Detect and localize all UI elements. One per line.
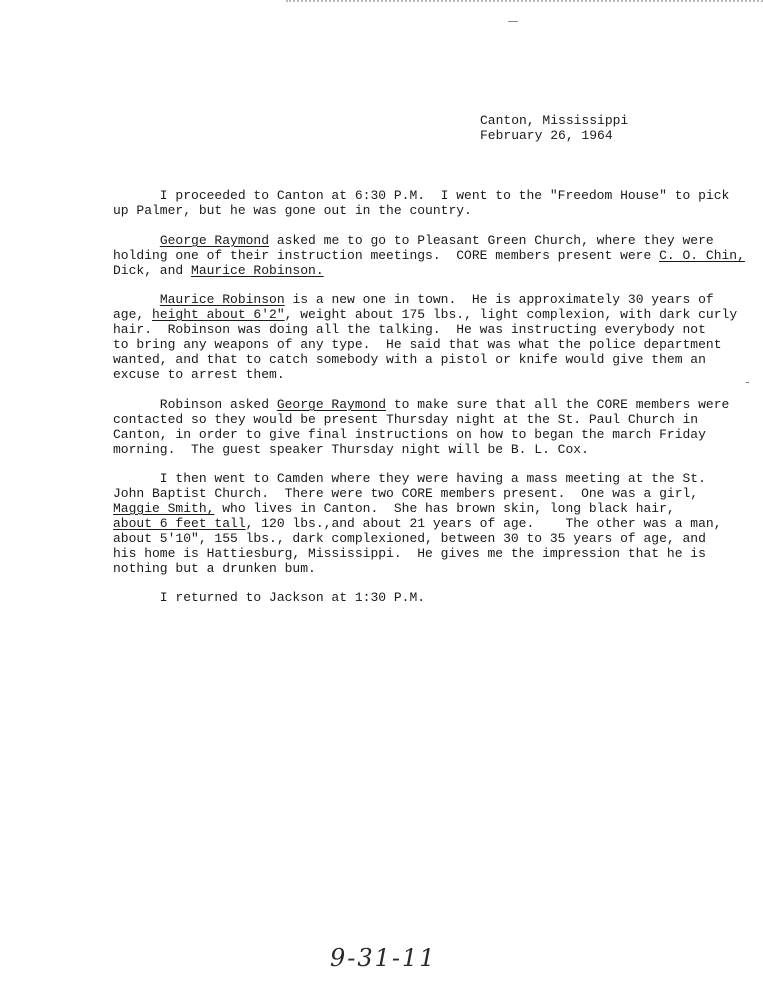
text-line [113,367,737,382]
text-segment: wanted, and that to catch somebody with a pistol or knife would give them an [113,352,706,367]
paragraph-4 [113,397,729,457]
paragraph-2 [113,233,745,278]
text-line [113,546,722,561]
text-segment: morning. The guest speaker Thursday night will be B. L. Cox. [113,442,589,457]
underlined-text: Maggie Smith, [113,501,215,516]
text-line [113,248,745,263]
paragraph-3 [113,292,737,382]
text-line [113,531,722,546]
document-heading [480,113,628,143]
scan-edge-dots [286,0,763,5]
text-line [113,486,722,501]
text-segment: holding one of their instruction meetings. CORE members present were [113,248,660,263]
handwritten-file-number: 9-31-11 [330,944,437,972]
text-segment: I then went to Camden where they were having a mass meeting at the St. [113,471,706,486]
underlined-text: C. O. Chin, [659,248,745,263]
text-segment: I returned to Jackson at 1:30 P.M. [113,590,426,605]
scan-mark-right [746,382,749,383]
text-line [113,263,745,278]
text-line [113,561,722,576]
text-segment [113,292,160,307]
text-segment: about 5'10", 155 lbs., dark complexioned, between 30 to 35 years of age, and [113,531,706,546]
underlined-text: about 6 feet tall [113,516,246,531]
underlined-text: height about 6'2" [152,307,285,322]
paragraph-5 [113,471,722,576]
paragraph-1 [113,188,729,218]
text-segment: up Palmer, but he was gone out in the country. [113,203,472,218]
text-line [113,442,729,457]
text-segment: is a new one in town. He is approximately 30 years of [284,292,714,307]
text-segment: contacted so they would be present Thursday night at the St. Paul Church in [113,412,699,427]
text-segment: to bring any weapons of any type. He said that was what the police department [113,337,722,352]
underlined-text: George Raymond [159,233,270,248]
text-line [113,397,729,412]
text-line [113,352,737,367]
text-segment: Robinson asked [113,397,277,412]
text-segment: John Baptist Church. There were two CORE members present. One was a girl, [113,486,699,501]
text-line [113,188,729,203]
text-segment: his home is Hattiesburg, Mississippi. He gives me the impression that he is [113,546,706,561]
text-line [113,590,425,605]
text-line [113,233,745,248]
text-segment: age, [113,307,153,322]
underlined-text: George Raymond [276,397,387,412]
text-segment: hair. Robinson was doing all the talking. He was instructing everybody not [113,322,706,337]
text-line [113,427,729,442]
text-segment: nothing but a drunken bum. [113,561,316,576]
text-segment: excuse to arrest them. [113,367,285,382]
text-segment: Canton, in order to give final instructions on how to began the march Friday [113,427,706,442]
text-line [113,292,737,307]
underlined-text: Maurice Robinson. [191,263,324,278]
underlined-text: Maurice Robinson [159,292,285,307]
text-line [113,203,729,218]
text-line [113,322,737,337]
text-line [113,307,737,322]
text-segment: asked me to go to Pleasant Green Church, where they were [269,233,714,248]
heading-date: February 26, 1964 [480,128,613,143]
text-segment: I proceeded to Canton at 6:30 P.M. I went to the "Freedom House" to pick [113,188,730,203]
text-segment: to make sure that all the CORE members were [386,397,730,412]
text-segment [113,233,160,248]
text-line [113,337,737,352]
text-line [113,516,722,531]
text-segment: Dick, and [113,263,192,278]
text-segment: who lives in Canton. She has brown skin, long black hair, [214,501,675,516]
text-line [113,501,722,516]
text-line [113,412,729,427]
paragraph-6 [113,590,425,605]
text-segment: , weight about 175 lbs., light complexion, with dark curly [284,307,738,322]
scan-mark [508,21,518,22]
text-line [113,471,722,486]
heading-city: Canton, Mississippi [480,113,629,128]
text-segment: , 120 lbs.,and about 21 years of age. The other was a man, [245,516,722,531]
